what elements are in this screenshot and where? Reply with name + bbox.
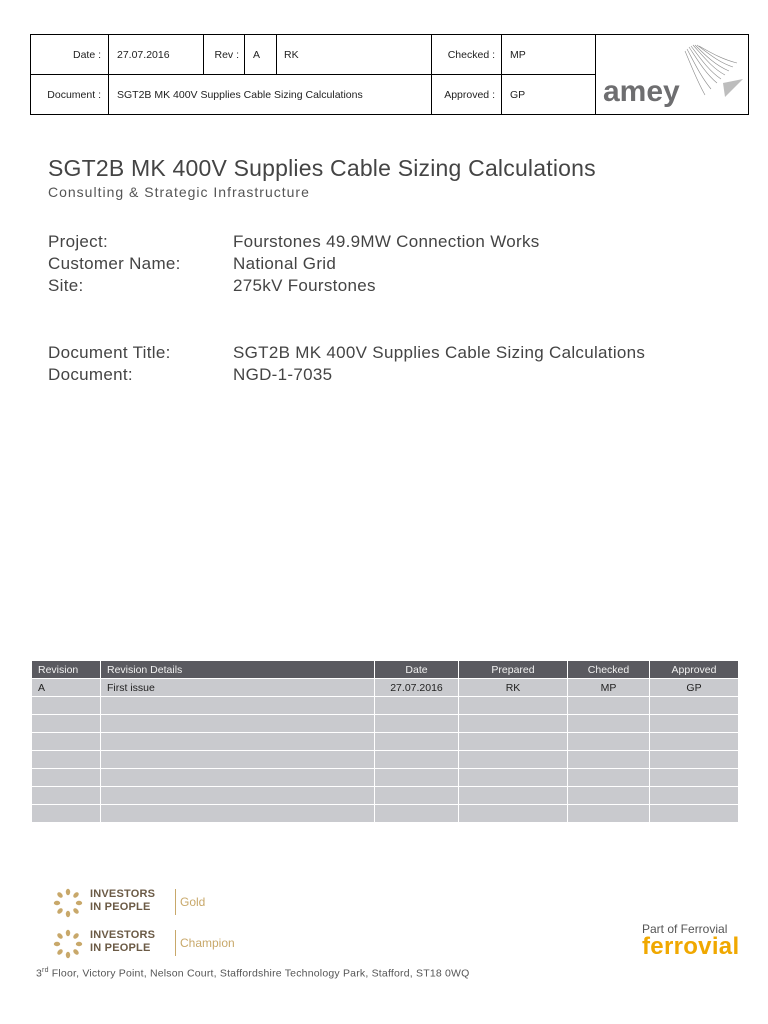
table-cell <box>459 751 568 769</box>
table-cell <box>101 769 375 787</box>
table-cell <box>101 751 375 769</box>
table-cell <box>32 787 101 805</box>
table-cell <box>568 715 650 733</box>
table-row <box>32 715 739 733</box>
col-header-revision: Revision <box>32 661 101 679</box>
table-header-row <box>32 661 739 679</box>
customer-label: Customer Name: <box>48 254 181 273</box>
address <box>36 967 470 980</box>
checked-value: MP <box>510 49 526 61</box>
wreath-icon <box>52 888 84 918</box>
table-row <box>32 805 739 823</box>
table-cell <box>32 715 101 733</box>
document-label: Document : <box>47 89 101 101</box>
table-cell <box>32 751 101 769</box>
approved-value: GP <box>510 89 526 101</box>
site-value: 275kV Fourstones <box>233 276 376 295</box>
part-of-ferrovial-text: Part of Ferrovial <box>642 922 728 936</box>
ferrovial-logo: ferrovial <box>642 933 740 960</box>
project-label: Project: <box>48 232 109 251</box>
table-cell <box>101 733 375 751</box>
table-cell <box>101 715 375 733</box>
table-cell: 27.07.2016 <box>375 679 459 697</box>
iip-gold-logo <box>52 886 252 920</box>
col-header-prepared: Prepared <box>459 661 568 679</box>
table-cell <box>375 805 459 823</box>
header-divider <box>31 74 595 75</box>
table-cell: A <box>32 679 101 697</box>
wreath-icon <box>52 929 84 959</box>
table-cell <box>459 733 568 751</box>
table-cell <box>650 787 739 805</box>
project-value: Fourstones 49.9MW Connection Works <box>233 232 540 251</box>
table-cell <box>568 733 650 751</box>
document-title-label: Document Title: <box>48 343 171 362</box>
table-cell <box>459 697 568 715</box>
table-row <box>32 769 739 787</box>
rev-value: A <box>253 49 261 61</box>
prepared-by: RK <box>284 49 299 61</box>
page-subtitle: Consulting & Strategic Infrastructure <box>48 184 310 200</box>
table-cell <box>459 769 568 787</box>
col-header-date: Date <box>375 661 459 679</box>
table-row <box>32 787 739 805</box>
address-text: Floor, Victory Point, Nelson Court, Staffordshire Technology Park, Stafford, ST18 0WQ <box>48 967 470 980</box>
document-header <box>30 34 749 115</box>
date-value: 27.07.2016 <box>117 49 170 61</box>
table-cell <box>459 715 568 733</box>
col-header-approved: Approved <box>650 661 739 679</box>
approved-label: Approved : <box>444 89 495 101</box>
revision-table <box>31 660 739 823</box>
header-divider <box>276 35 277 74</box>
header-divider <box>244 35 245 74</box>
document-value: SGT2B MK 400V Supplies Cable Sizing Calculations <box>117 89 363 101</box>
svg-text:amey: amey <box>603 75 680 108</box>
header-divider <box>108 35 109 114</box>
table-cell <box>101 697 375 715</box>
table-cell <box>568 787 650 805</box>
table-cell <box>650 769 739 787</box>
table-row <box>32 751 739 769</box>
table-cell <box>650 733 739 751</box>
table-cell <box>650 697 739 715</box>
document-number-label: Document: <box>48 365 133 384</box>
table-cell: MP <box>568 679 650 697</box>
iip-level-champion: Champion <box>180 936 235 950</box>
checked-label: Checked : <box>447 49 495 61</box>
table-cell <box>375 787 459 805</box>
table-row <box>32 697 739 715</box>
iip-text-line1: INVESTORS <box>90 888 156 900</box>
iip-text-line1: INVESTORS <box>90 929 156 941</box>
table-cell <box>101 805 375 823</box>
customer-value: National Grid <box>233 254 337 273</box>
table-cell <box>32 733 101 751</box>
table-cell: RK <box>459 679 568 697</box>
document-title-value: SGT2B MK 400V Supplies Cable Sizing Calculations <box>233 343 646 362</box>
header-divider <box>595 35 596 114</box>
iip-separator <box>175 930 176 956</box>
col-header-details: Revision Details <box>101 661 375 679</box>
amey-logo <box>597 39 747 113</box>
iip-text-line2: IN PEOPLE <box>90 942 151 954</box>
address-floor-number: 3 <box>36 967 43 980</box>
table-cell: First issue <box>101 679 375 697</box>
table-row <box>32 679 739 697</box>
table-cell <box>101 787 375 805</box>
table-cell <box>459 787 568 805</box>
iip-champion-logo <box>52 927 252 961</box>
table-cell <box>568 751 650 769</box>
table-cell <box>568 805 650 823</box>
table-cell <box>375 733 459 751</box>
table-cell: GP <box>650 679 739 697</box>
iip-separator <box>175 889 176 915</box>
table-cell <box>375 751 459 769</box>
table-cell <box>568 769 650 787</box>
rev-label: Rev : <box>214 49 239 61</box>
table-cell <box>650 751 739 769</box>
iip-level-gold: Gold <box>180 895 206 909</box>
iip-text-line2: IN PEOPLE <box>90 901 151 913</box>
table-cell <box>650 805 739 823</box>
table-cell <box>459 805 568 823</box>
table-cell <box>32 697 101 715</box>
date-label: Date : <box>72 49 101 61</box>
header-divider <box>431 35 432 114</box>
table-cell <box>650 715 739 733</box>
col-header-checked: Checked <box>568 661 650 679</box>
address-ordinal: rd <box>42 967 49 974</box>
header-divider <box>501 35 502 114</box>
document-number-value: NGD-1-7035 <box>233 365 333 384</box>
table-row <box>32 733 739 751</box>
site-label: Site: <box>48 276 84 295</box>
table-cell <box>568 697 650 715</box>
table-cell <box>375 697 459 715</box>
table-cell <box>375 769 459 787</box>
table-cell <box>32 769 101 787</box>
page-title: SGT2B MK 400V Supplies Cable Sizing Calculations <box>48 155 596 181</box>
table-cell <box>375 715 459 733</box>
table-cell <box>32 805 101 823</box>
